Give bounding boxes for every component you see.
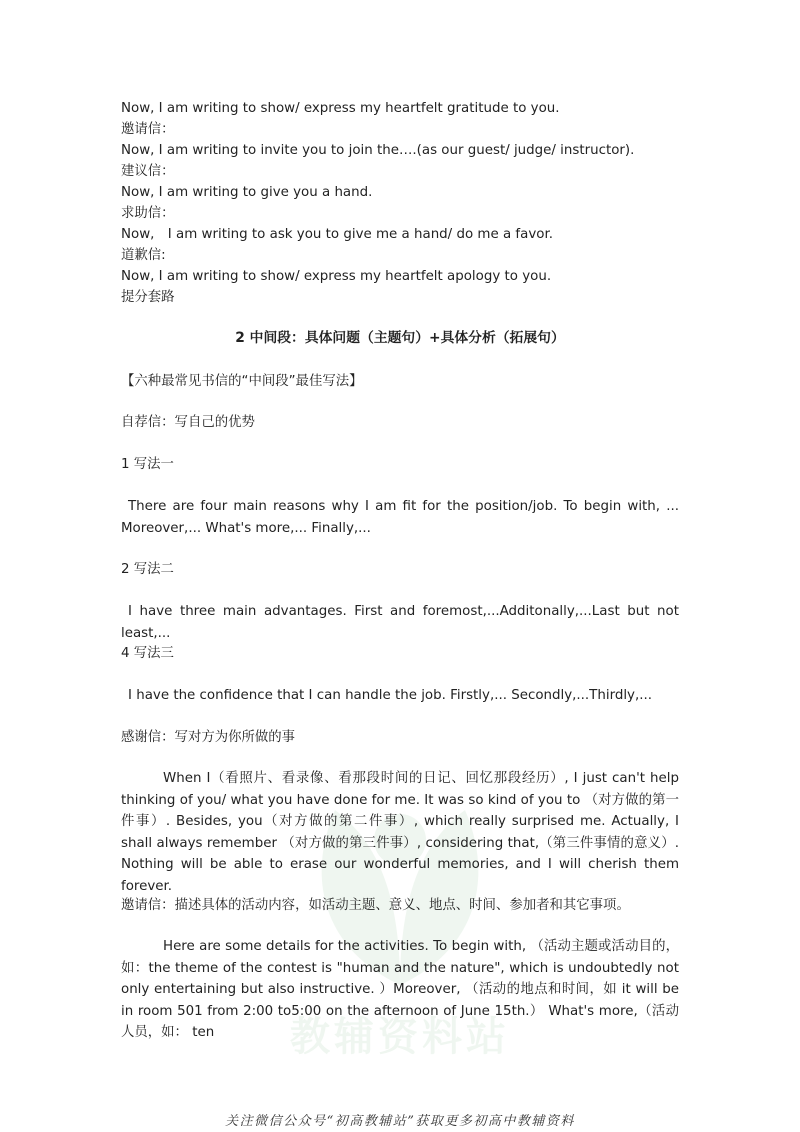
thanks-text: When I（看照片、看录像、看那段时间的日记、回忆那段经历）, I just can't help thinking of you/ what you have done for me. It was so kind of you to （对方做的第一件事）. Besides, you（对方做的第二件事）, which really surprised me. Actually, I shall always remember （对方做的第三件事）, considering that,（第三件事情的意义）. Nothing will be able to erase our wonderful memories, and I will cherish them forever. [121,771,679,894]
line-gratitude: Now, I am writing to show/ express my heartfelt gratitude to you. [121,101,560,116]
label-apology-letter: 道歉信: [121,248,166,263]
label-suggestion-letter: 建议信： [121,164,175,179]
method-3-text: I have the confidence that I can handle the job. Firstly,... Secondly,...Thirdly,... [128,688,653,703]
page-footer: 关注微信公众号“初高教辅站”获取更多初高中教辅资料 [225,1114,575,1129]
method-1-text: There are four main reasons why I am fit for the position/job. To begin with, ... Moreover,... What's more,... Finally,... [121,499,679,536]
intro-line: 【六种最常见书信的“中间段”最佳写法】 [121,374,363,389]
method-2-text: I have three main advantages. First and foremost,...Additonally,...Last but not least,... [121,604,679,641]
line-apology: Now, I am writing to show/ express my heartfelt apology to you. [121,269,552,284]
method-2-title: 2 写法二 [121,562,174,577]
line-help: Now, I am writing to ask you to give me a hand/ do me a favor. [121,227,553,242]
section-heading: 2 中间段：具体问题（主题句）+具体分析（拓展句） [235,330,565,346]
method-3-title: 4 写法三 [121,646,174,661]
watermark-text: 教辅资料站 [290,1014,510,1060]
invite-title: 邀请信：描述具体的活动内容，如活动主题、意义、地点、时间、参加者和其它事项。 [121,898,630,913]
thanks-title: 感谢信：写对方为你所做的事 [121,730,296,745]
method-1-title: 1 写法一 [121,457,174,472]
line-invite: Now, I am writing to invite you to join the….(as our guest/ judge/ instructor). [121,143,635,158]
invite-text: Here are some details for the activities. To begin with, （活动主题或活动目的，如：the theme of the contest is "human and the nature", which is undoubtedly not only entertaining but also instructive. ）Moreover, （活动的地点和时间，如 it will be in room 501 from 2:00 to5:00 on the afternoon of June 15th.） What's more,（活动人员，如： ten [121,939,679,1040]
self-rec-title: 自荐信：写自己的优势 [121,415,255,430]
line-suggestion: Now, I am writing to give you a hand. [121,185,373,200]
label-help-letter: 求助信： [121,206,175,221]
label-score-tips: 提分套路 [121,290,175,305]
label-invitation-letter: 邀请信： [121,122,175,137]
